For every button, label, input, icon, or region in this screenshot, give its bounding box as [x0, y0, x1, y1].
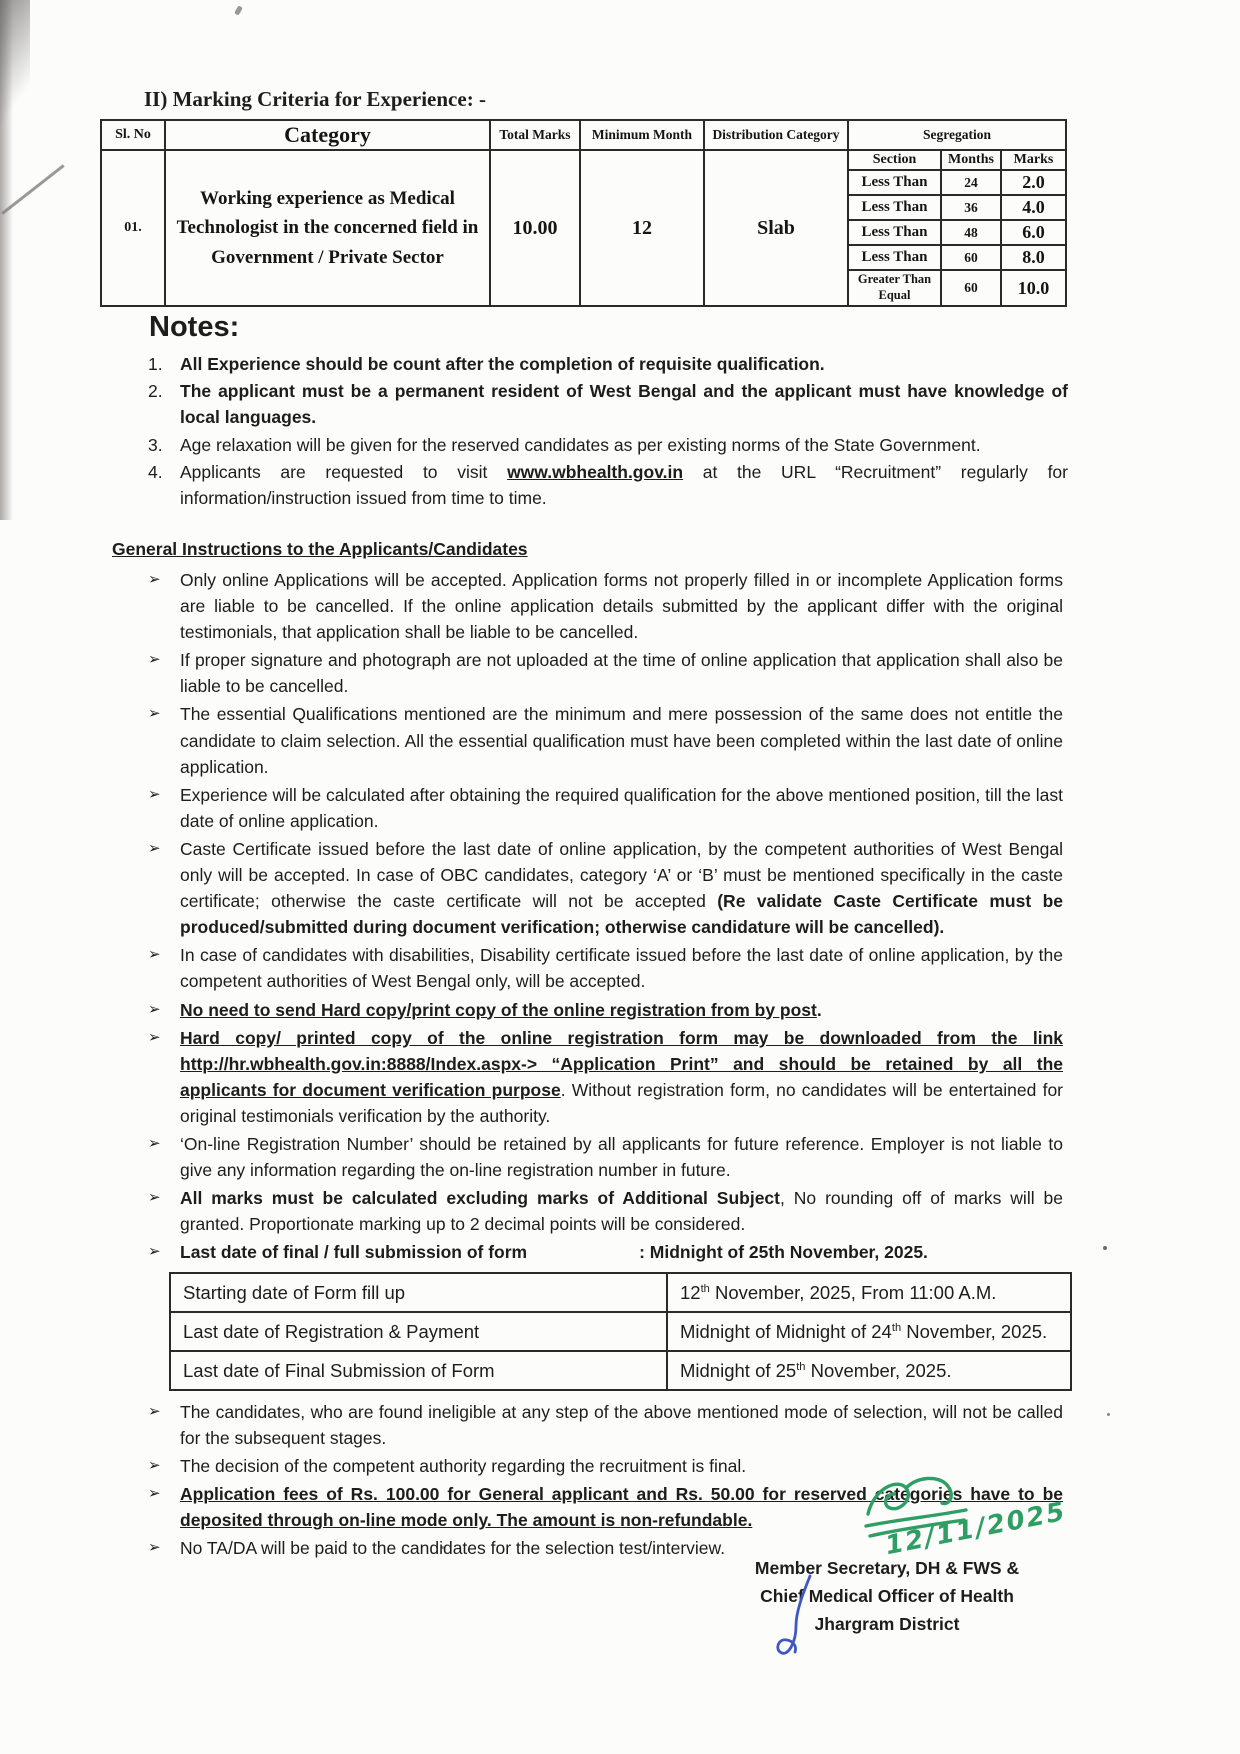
col-header-segregation: Segregation	[848, 120, 1066, 150]
note-text	[180, 354, 825, 374]
text-segment: November, 2025, From 11:00 A.M.	[709, 1281, 997, 1303]
cell-months: 60	[941, 270, 1001, 306]
criteria-header-row	[101, 120, 1066, 150]
signatory-line-2: Chief Medical Officer of Health	[760, 1586, 1014, 1606]
cell-minimum-month: 12	[580, 150, 704, 306]
notes-heading: Notes:	[149, 311, 240, 343]
instruction-text	[180, 1456, 746, 1476]
signatory-line-3: Jhargram District	[814, 1614, 960, 1634]
cell-months: 24	[941, 170, 1001, 195]
text-segment: Caste Certificate issued before the last date of online application, by the competent authorities of West Bengal only will be accepted. In case of OBC candidates, category ‘A’ or ‘B’ must be mentioned specifically in the caste certificate; otherwise the caste certificate will not be accepted	[180, 838, 1063, 912]
note-item	[144, 378, 1068, 430]
text-segment: 12	[680, 1281, 701, 1303]
cell-marks: 10.0	[1001, 270, 1066, 306]
col-header-sl-no: Sl. No	[101, 120, 165, 150]
note-number: 2.	[148, 381, 163, 402]
subcol-header-section: Section	[848, 150, 941, 170]
cell-section: Less Than	[848, 220, 941, 245]
col-header-total-marks: Total Marks	[490, 120, 580, 150]
text-segment: Age relaxation will be given for the reserved candidates as per existing norms of the State Government.	[180, 434, 981, 455]
note-text	[180, 381, 1068, 427]
instruction-item	[147, 567, 1063, 645]
instruction-text	[180, 945, 1063, 991]
arrow-bullet-icon: ➢	[148, 1189, 161, 1207]
subcol-header-marks: Marks	[1001, 150, 1066, 170]
text-segment: If proper signature and photograph are not uploaded at the time of online application that application shall also be liable to be cancelled.	[180, 650, 1063, 697]
segregation-header-row	[101, 150, 1066, 170]
col-header-minimum-month: Minimum Month	[580, 120, 704, 150]
date-value	[667, 1273, 1071, 1312]
cell-distribution-category: Slab	[704, 150, 848, 306]
instruction-text	[180, 1028, 1063, 1126]
scan-speck	[1107, 1413, 1110, 1416]
text-segment: The candidates, who are found ineligible at any step of the above mentioned mode of selection, will not be called for the subsequent stages.	[180, 1402, 1063, 1449]
instruction-item	[147, 1399, 1063, 1451]
instruction-item	[147, 1239, 1063, 1265]
cell-section: Less Than	[848, 245, 941, 270]
text-segment: Last date of final / full submission of form	[180, 1242, 528, 1263]
cell-marks: 2.0	[1001, 170, 1066, 195]
text-segment: www.wbhealth.gov.in	[507, 461, 684, 482]
instruction-item	[147, 647, 1063, 699]
text-segment: In case of candidates with disabilities, Disability certificate issued before the last date of online application, by the competent authorities of West Bengal only, will be accepted.	[180, 945, 1063, 992]
col-header-distribution-category: Distribution Category	[704, 120, 848, 150]
instruction-text	[180, 785, 1063, 831]
col-header-category: Category	[165, 120, 490, 150]
arrow-bullet-icon: ➢	[148, 1134, 161, 1152]
date-row	[170, 1351, 1071, 1390]
instructions-list	[147, 567, 1063, 1267]
text-segment: Experience will be calculated after obtaining the required qualification for the above mentioned position, till the last date of online application.	[180, 784, 1063, 831]
text-segment: at the URL “Recruitment” regularly for information/instruction issued from time to time.	[180, 461, 1068, 509]
text-segment: th	[891, 1321, 902, 1334]
instruction-text	[180, 704, 1063, 776]
text-segment: th	[796, 1360, 806, 1373]
instruction-item	[147, 997, 1063, 1023]
handwritten-date: 12/11/2025	[882, 1496, 1069, 1562]
arrow-bullet-icon: ➢	[148, 946, 161, 964]
instruction-item	[147, 701, 1063, 779]
text-segment: November, 2025.	[901, 1320, 1048, 1342]
note-item	[144, 459, 1068, 511]
text-segment: November, 2025.	[805, 1359, 952, 1381]
arrow-bullet-icon: ➢	[148, 839, 161, 857]
date-label: Last date of Final Submission of Form	[170, 1351, 667, 1390]
arrow-bullet-icon: ➢	[148, 1028, 161, 1046]
note-number: 3.	[148, 434, 163, 455]
date-label: Last date of Registration & Payment	[170, 1312, 667, 1351]
note-number: 4.	[148, 461, 163, 482]
instruction-item	[147, 1131, 1063, 1183]
cell-section: Greater Than Equal	[848, 270, 941, 306]
instruction-text	[180, 839, 1063, 937]
note-text	[180, 435, 981, 455]
note-item	[144, 351, 1068, 377]
note-item	[144, 432, 1068, 458]
scan-corner-shadow	[0, 0, 30, 140]
important-dates-table	[169, 1272, 1072, 1391]
text-segment: . Without registration form, no candidates will be entertained for original testimonials verification by the authority.	[180, 1079, 1064, 1126]
text-segment: .	[816, 999, 822, 1020]
notes-list	[144, 351, 1068, 512]
date-row	[170, 1312, 1071, 1351]
cell-category: Working experience as Medical Technologist in the concerned field in Government / Private Sector	[165, 150, 490, 306]
text-segment: The decision of the competent authority regarding the recruitment is final.	[180, 1456, 747, 1477]
instruction-item	[147, 782, 1063, 834]
arrow-bullet-icon: ➢	[148, 705, 161, 723]
signatory-line-1: Member Secretary, DH & FWS &	[754, 1558, 1020, 1578]
cell-marks: 6.0	[1001, 220, 1066, 245]
text-segment: No TA/DA will be paid to the candidates for the selection test/interview.	[180, 1538, 726, 1559]
text-segment: Applicants are requested to visit	[180, 461, 508, 482]
cell-marks: 8.0	[1001, 245, 1066, 270]
arrow-bullet-icon: ➢	[148, 1485, 161, 1503]
instruction-text	[180, 650, 1063, 696]
text-segment: Application fees of Rs. 100.00 for General applicant and Rs. 50.00 for reserved categories have to be deposited through on-line mode only. The amount is non-refundable.	[180, 1484, 1063, 1531]
cell-months: 60	[941, 245, 1001, 270]
date-label: Starting date of Form fill up	[170, 1273, 667, 1312]
text-segment: The essential Qualifications mentioned are the minimum and mere possession of the same does not entitle the candidate to claim selection. All the essential qualification must have been completed within the last date of online application.	[180, 704, 1063, 777]
arrow-bullet-icon: ➢	[148, 1000, 161, 1018]
text-segment: , No rounding off of marks will be granted. Proportionate marking up to 2 decimal points will be considered.	[180, 1188, 1063, 1235]
instruction-text	[180, 1188, 1063, 1234]
text-segment: Only online Applications will be accepted. Application forms not properly filled in or incomplete Application forms are liable to be cancelled. If the online application details submitted by the applicant differ with the original testimonials, that application shall be liable to be cancelled.	[180, 570, 1063, 643]
instruction-item	[147, 1185, 1063, 1237]
arrow-bullet-icon: ➢	[148, 571, 161, 588]
instruction-text	[180, 1134, 1063, 1180]
text-segment: : Midnight of 25th November, 2025.	[639, 1242, 928, 1263]
text-segment: All marks must be calculated excluding marks of Additional Subject	[180, 1188, 780, 1209]
text-segment: ‘On-line Registration Number’ should be retained by all applicants for future reference. Employer is not liable to give any information regarding the on-line registration number in future.	[180, 1133, 1063, 1181]
cell-sl-no: 01.	[101, 150, 165, 306]
instruction-text	[180, 570, 1063, 642]
arrow-bullet-icon: ➢	[148, 1403, 161, 1420]
marking-criteria-table	[100, 119, 1067, 307]
instruction-item	[147, 942, 1063, 994]
date-value	[667, 1312, 1071, 1351]
date-value	[667, 1351, 1071, 1390]
text-segment: Midnight of Midnight of 24	[680, 1320, 892, 1342]
handwritten-blue-ink-mark	[772, 1572, 824, 1671]
text-segment: The applicant must be a permanent resident of West Bengal and the applicant must have knowledge of local languages.	[180, 381, 1068, 428]
cell-months: 36	[941, 195, 1001, 220]
instruction-item	[147, 836, 1063, 940]
cell-section: Less Than	[848, 170, 941, 195]
arrow-bullet-icon: ➢	[148, 651, 161, 669]
cell-marks: 4.0	[1001, 195, 1066, 220]
scan-speck	[1103, 1246, 1107, 1250]
note-text	[180, 462, 1068, 508]
arrow-bullet-icon: ➢	[148, 1457, 161, 1475]
note-number: 1.	[148, 354, 163, 374]
text-segment: No need to send Hard copy/print copy of the online registration from by post	[180, 999, 817, 1020]
text-segment: (Re validate Caste Certificate must be produced/submitted during document verification; otherwise candidature will be cancelled).	[180, 891, 1063, 938]
subcol-header-months: Months	[941, 150, 1001, 170]
cell-months: 48	[941, 220, 1001, 245]
instruction-text	[180, 1000, 822, 1020]
text-segment: th	[700, 1282, 710, 1295]
arrow-bullet-icon: ➢	[148, 1539, 161, 1557]
cell-section: Less Than	[848, 195, 941, 220]
text-segment: Midnight of 25	[680, 1359, 797, 1381]
cell-total-marks: 10.00	[490, 150, 580, 306]
instruction-text	[180, 1242, 928, 1262]
instruction-text	[180, 1538, 725, 1558]
date-row	[170, 1273, 1071, 1312]
text-segment: All Experience should be count after the completion of requisite qualification.	[180, 354, 825, 374]
scan-speck	[234, 5, 243, 15]
section-title: II) Marking Criteria for Experience: -	[144, 87, 486, 111]
text-segment: Hard copy/ printed copy of the online registration form may be downloaded from the link http://hr.wbhealth.gov.in:8888/Index.aspx-> “Application Print” and should be retained by all the applicants for document verification purpose	[180, 1027, 1063, 1100]
arrow-bullet-icon: ➢	[148, 785, 161, 803]
instruction-text	[180, 1402, 1063, 1448]
arrow-bullet-icon: ➢	[148, 1243, 161, 1261]
general-instructions-heading: General Instructions to the Applicants/Candidates	[112, 539, 528, 559]
instruction-item	[147, 1025, 1063, 1129]
